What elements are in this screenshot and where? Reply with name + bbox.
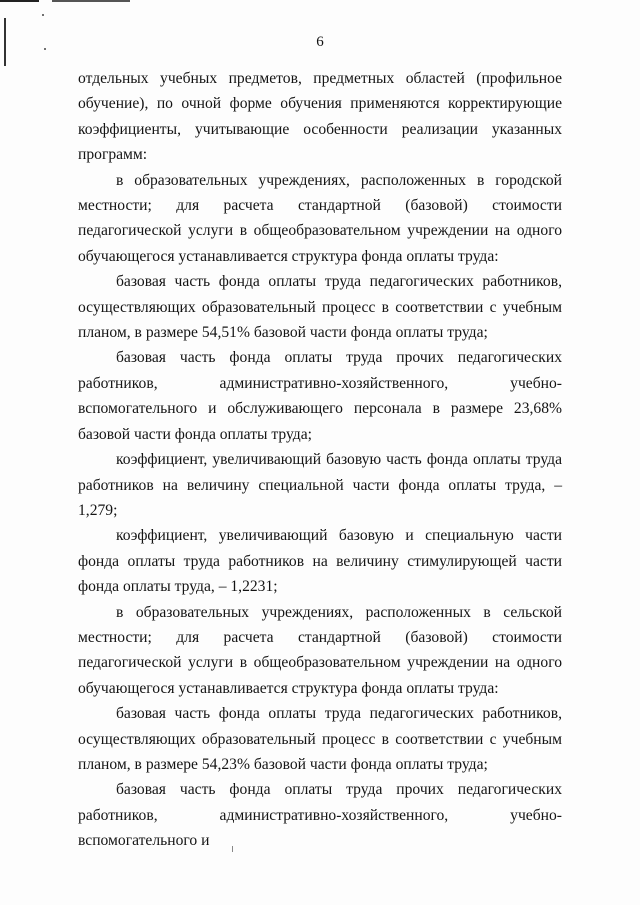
paragraph: коэффициент, увеличивающий базовую часть фонда оплаты труда работников на величину специальной части фонда оплаты труда, – 1,279;: [78, 451, 562, 519]
paragraph: базовая часть фонда оплаты труда педагогических работников, осуществляющих образовательный процесс в соответствии с учебным планом, в размере 54,51% базовой части фонда оплаты труда;: [78, 273, 562, 342]
scan-edge-mark-top: [0, 0, 130, 2]
page-number: 6: [316, 34, 324, 50]
paragraph: в образовательных учреждениях, расположенных в сельской местности; для расчета стандартной (базовой) стоимости педагогической услуги в общеобразовательном учреждении на одного обучающегося устанавливается структура фонда оплаты труда:: [78, 603, 562, 697]
paragraph: в образовательных учреждениях, расположенных в городской местности; для расчета стандартной (базовой) стоимости педагогической услуги в общеобразовательном учреждении на одного обучающегося устанавливается структура фонда оплаты труда:: [78, 171, 562, 265]
paragraph: базовая часть фонда оплаты труда прочих педагогических работников, административно-хозяйственного, учебно-вспомогательного и: [78, 781, 562, 850]
scan-speck: [42, 14, 44, 16]
body-text: [78, 66, 562, 854]
paragraph: базовая часть фонда оплаты труда педагогических работников, осуществляющих образовательный процесс в соответствии с учебным планом, в размере 54,23% базовой части фонда оплаты труда;: [78, 705, 562, 773]
paragraph: коэффициент, увеличивающий базовую и специальную части фонда оплаты труда работников на величину стимулирующей части фонда оплаты труда, – 1,2231;: [78, 527, 562, 596]
paragraph: отдельных учебных предметов, предметных областей (профильное обучение), по очной форме обучения применяются корректирующие коэффициенты, учитывающие особенности реализации указанных программ:: [78, 70, 562, 164]
paragraph: базовая часть фонда оплаты труда прочих педагогических работников, административно-хозяйственного, учебно-вспомогательного и обслуживающего персонала в размере 23,68% базовой части фонда оплаты труда;: [78, 349, 562, 443]
